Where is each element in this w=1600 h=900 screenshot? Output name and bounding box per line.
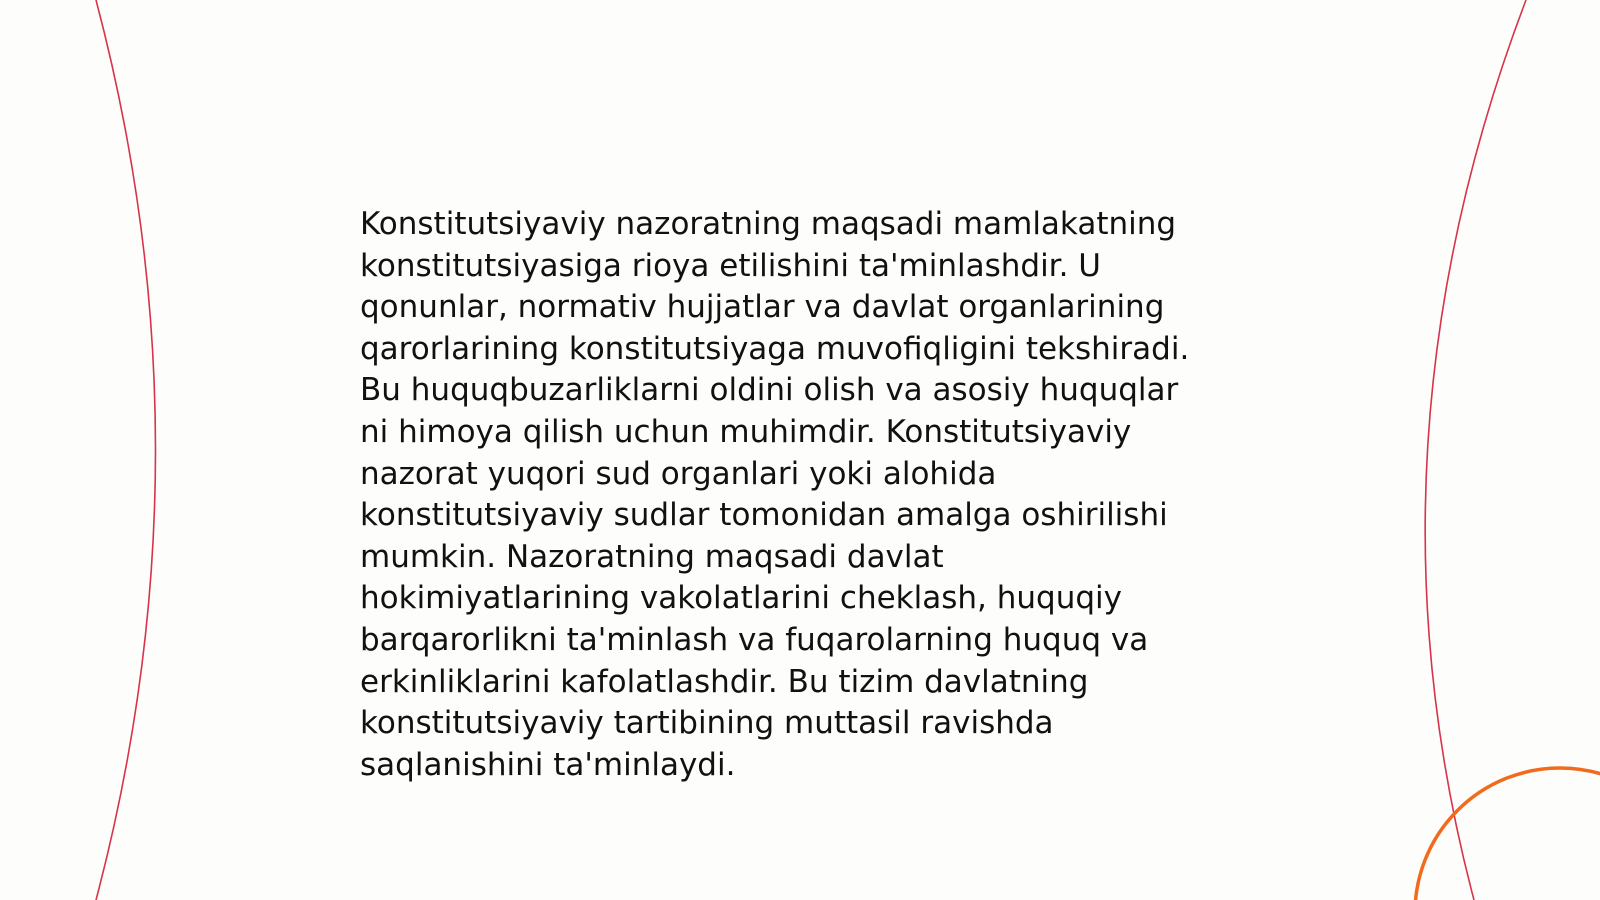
body-paragraph	[360, 204, 1240, 786]
text-line: saqlanishini ta'minlaydi.	[360, 746, 736, 783]
text-line: konstitutsiyaviy tartibining muttasil ravishda	[360, 705, 1054, 742]
text-line: konstitutsiyaviy sudlar tomonidan amalga oshirilishi	[360, 497, 1168, 534]
text-line: erkinliklarini kafolatlashdir. Bu tizim davlatning	[360, 663, 1089, 700]
text-line: mumkin. Nazoratning maqsadi davlat	[360, 538, 944, 575]
accent-circle	[1415, 768, 1600, 900]
right-arc	[1425, 0, 1526, 900]
left-arc	[96, 0, 156, 900]
text-line: ni himoya qilish uchun muhimdir. Konstitutsiyaviy	[360, 413, 1132, 450]
text-line: Konstitutsiyaviy nazoratning maqsadi mamlakatning	[360, 206, 1177, 242]
text-line: qonunlar, normativ hujjatlar va davlat organlarining	[360, 289, 1165, 326]
text-line: hokimiyatlarining vakolatlarini cheklash, huquqiy	[360, 580, 1122, 617]
text-line: nazorat yuqori sud organlari yoki alohida	[360, 455, 997, 492]
text-line: qarorlarining konstitutsiyaga muvofiqligini tekshiradi.	[360, 330, 1190, 367]
text-line: Bu huquqbuzarliklarni oldini olish va asosiy huquqlar	[360, 372, 1179, 409]
text-line: barqarorlikni ta'minlash va fuqarolarning huquq va	[360, 621, 1149, 658]
text-line: konstitutsiyasiga rioya etilishini ta'minlashdir. U	[360, 247, 1101, 284]
